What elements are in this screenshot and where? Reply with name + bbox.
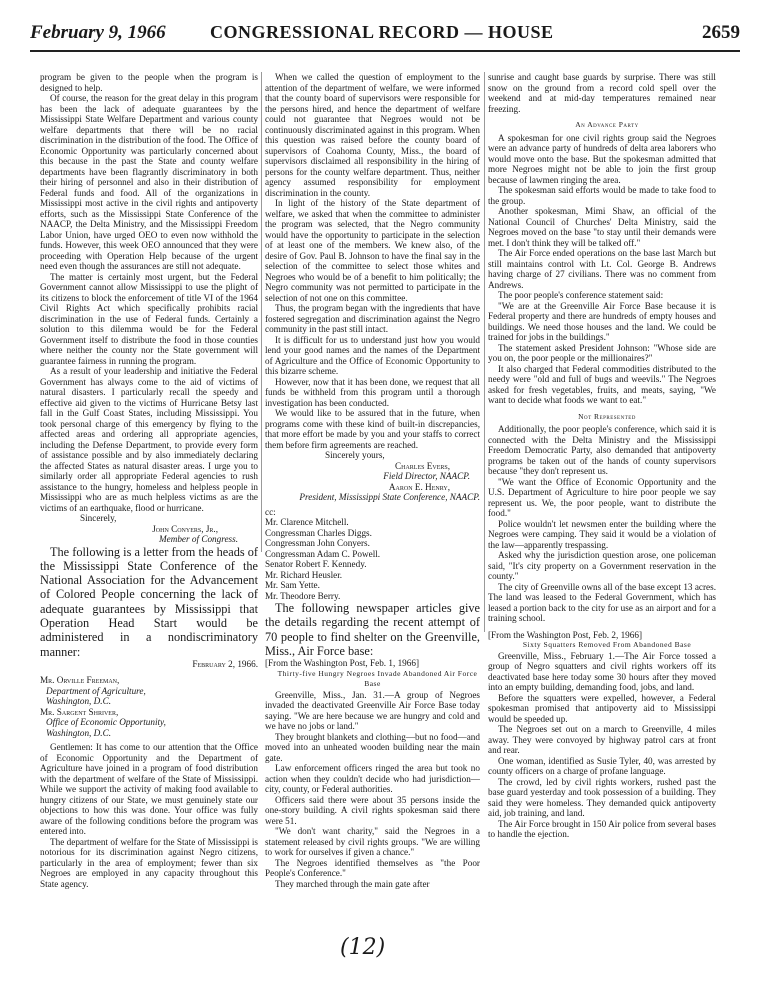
intro-paragraph: The following newspaper articles give the details regarding the recent attempt of 70 people to find shelter on the Greenville, Miss., Air Force base: — [265, 601, 480, 658]
paragraph: program be given to the people when the program is designed to help. — [40, 72, 258, 93]
paragraph: The Air Force ended operations on the base last March but still maintains control with Lt. Col. George B. Andrews having charge of 27 civilians. There was no comment from Andrews. — [488, 248, 716, 290]
paragraph: The crowd, led by civil rights workers, rushed past the base guard yesterday and took possession of a building. They said they were homeless. They demanded quick antipoverty aid, job training, and land. — [488, 776, 716, 818]
paragraph: A spokesman for one civil rights group said the Negroes were an advance party of hundreds of delta area laborers who would move onto the base. But the spokesman admitted that more Negroes might not be able to join the first group because of lawmen ringing the area. — [488, 132, 716, 185]
article-headline: Sixty Squatters Removed From Abandoned Base — [522, 640, 692, 649]
paragraph: The Negroes set out on a march to Greenville, 4 miles away. They were convoyed by highway patrol cars at front and rear. — [488, 724, 716, 755]
paragraph: It also charged that Federal commodities distributed to the needy were "old and full of bugs and weevils." The Negroes asked for fresh vegetables, fruits, and meats, saying, "We want to decide what foods we want to eat." — [488, 363, 716, 405]
paragraph: Another spokesman, Mimi Shaw, an official of the National Council of Churches' Delta Ministry, said the Negroes moved on the base "to stay until their demands were met. I don't think they will be talked off." — [488, 206, 716, 248]
paragraph: As a result of your leadership and initiative the Federal Government has always come to the aid of victims of natural disasters. I particularly recall the speedy and effective aid given to the victims of Hurricane Betsy last fall in the Gulf Coast States, including Mississippi. You took personal charge of this emergency by flying to the affected areas and ordering all appropriate agencies, including the Defense Department, to provide every form of assistance possible and by also immediately declaring the affected States as natural disaster areas. I urge you to similarly order all appropriate Federal agencies to rush assistance to the hungry, homeless and helpless people in Mississippi who are as much helpless victims as are the victims of an earthquake, flood or hurricane. — [40, 366, 258, 513]
paragraph: Officers said there were about 35 persons inside the one-story building. A civil rights spokesman said there were 51. — [265, 794, 480, 826]
closing: Sincerely, — [80, 513, 117, 523]
paragraph: Additionally, the poor people's conference, which said it is connected with the Delta Ministry and the Mississippi Freedom Democratic Party, also demanded that antipoverty programs be taken out of the hands of county supervisors because "they don't represent us. — [488, 424, 716, 476]
paragraph: The poor people's conference statement said: — [498, 290, 664, 300]
article-source: [From the Washington Post, Feb. 2, 1966] — [488, 629, 643, 640]
paragraph: In light of the history of the State department of welfare, we asked that when the committee to administer the program was selected, that the Negro community would have the opportunity to participate in the selection of at least one of the members. We knew also, of the desire of Gov. Paul B. Johnson to have the final say in the selection of the committee to select those whites and Negroes who would be of a benefit to him politically; the Negro community was not permitted to participate in the selection of not one on this committee. — [265, 198, 480, 303]
signer-name: Aaron E. Henry, — [388, 481, 450, 492]
column-3 — [488, 72, 716, 840]
addressee: Mr. Sargent Shriver, — [40, 706, 119, 717]
paragraph: Thus, the program began with the ingredients that have fostered segregation and discrimination against the Negro community in the past still intact. — [265, 303, 480, 334]
signer-title: Member of Congress. — [158, 534, 238, 544]
paragraph: The spokesman said efforts would be made to take food to the group. — [488, 185, 716, 206]
paragraph: The statement asked President Johnson: "Whose side are you on, the poor people or the millionaires?" — [488, 342, 716, 363]
paragraph: The city of Greenville owns all of the base except 13 acres. The land was leased to the Federal Government, which has leased a portion back to the city for use as an airport and for a training school. — [488, 581, 716, 623]
paragraph: "We want the Office of Economic Opportunity and the U.S. Department of Agriculture to hire poor people we say represent us. We, the poor people, want to distribute the food." — [488, 476, 716, 518]
column-1 — [40, 72, 258, 889]
handwritten-page-number: (12) — [340, 935, 386, 960]
paragraph: The Negroes identified themselves as "the Poor People's Conference." — [265, 857, 480, 879]
paragraph: The Air Force brought in 150 Air police from several bases to handle the ejection. — [488, 818, 716, 839]
addressee-line: Office of Economic Opportunity, — [46, 717, 166, 728]
paragraph: Police wouldn't let newsmen enter the building where the Negroes were camping. They said it would be a violation of the law—apparently trespassing. — [488, 518, 716, 550]
header-date: February 9, 1966 — [30, 22, 166, 43]
paragraph: They marched through the main gate after — [275, 878, 430, 889]
paragraph: One woman, identified as Susie Tyler, 40, was arrested by county officers on a charge of profane language. — [488, 755, 716, 776]
paragraph: Before the squatters were expelled, however, a Federal spokesman promised that antipoverty aid to Mississippi would be speeded up. — [488, 692, 716, 724]
signer-name: John Conyers, Jr., — [152, 523, 218, 534]
cc-item: Congressman Adam C. Powell. — [265, 548, 381, 559]
cc-item: Congressman Charles Diggs. — [265, 527, 372, 538]
cc-item: Mr. Clarence Mitchell. — [265, 517, 349, 527]
cc-item: Congressman John Conyers. — [265, 538, 370, 548]
column-divider — [484, 72, 485, 632]
article-headline: Thirty-five Hungry Negroes Invade Abandoned Air Force Base — [277, 668, 478, 689]
paragraph: "We are at the Greenville Air Force Base because it is Federal property and there are hundreds of empty houses and buildings. We need those houses and the land. We could be trained for jobs in the buildings." — [488, 300, 716, 342]
addressee: Mr. Orville Freeman, — [40, 675, 120, 686]
paragraph: When we called the question of employment to the attention of the department of welfare, we were informed that the county board of supervisors were responsible for the persons hired, and hence the department of welfare could not guarantee that Negroes would not be continuously discriminated against in this program. When this question was raised before the county board of supervisors of Coahoma County, Miss., the board of supervisors disclaimed all responsibility in the hiring of persons for the county welfare department. Thus, neither agency assumed responsibility for employment discrimination in the county. — [265, 72, 480, 198]
paragraph: sunrise and caught base guards by surprise. There was still snow on the ground from a record cold spell over the weekend and at mid-day temperatures remained near freezing. — [488, 72, 716, 114]
paragraph: The matter is certainly most urgent, but the Federal Government cannot allow Mississippi to use the plight of its citizens to block the enforcement of title VI of the 1964 Civil Rights Act which specifically prohibits racial discrimination in the use of Federal funds. Certainly a solution to this dilemma would be for the Federal Government itself to distribute the food in those counties where neither the county nor the State government will guarantee fairness in running the program. — [40, 271, 258, 366]
signer-title: Field Director, NAACP. — [383, 471, 470, 481]
header-title: CONGRESSIONAL RECORD — HOUSE — [210, 22, 554, 42]
paragraph: The department of welfare for the State of Mississippi is notorious for its discrimination against Negro citizens, particularly in the area of employment; fewer than six Negroes are employed in any capacity throughout this State agency. — [40, 836, 258, 889]
paragraph: "We don't want charity," said the Negroes in a statement released by civil rights groups. "We are willing to work for ourselves if given a chance." — [265, 826, 480, 858]
section-heading: Not Represented — [578, 411, 636, 421]
paragraph: Asked why the jurisdiction question arose, one policeman said, "It's city property on a Government reservation in the county." — [488, 550, 716, 581]
closing: Sincerely yours, — [325, 450, 385, 460]
column-2 — [265, 72, 480, 889]
header-page-number: 2659 — [702, 22, 740, 43]
paragraph: Greenville, Miss., Jan. 31.—A group of Negroes invaded the deactivated Greenville Air Force Base today saying. "We are here because we are hungry and cold and we have no jobs or land." — [265, 689, 480, 732]
cc-label: cc: — [265, 506, 276, 517]
paragraph: Of course, the reason for the great delay in this program has been the lack of adequate guarantees by the Mississippi State Welfare Department and various county welfare departments that there will be no racial discrimination in the distribution of the food. The Office of Economic Opportunity was particularly concerned about this because in the past the State and county welfare departments have been flagrantly discriminatory in both their hiring of personnel and also in their distribution of Federal funds and food. All of the organizations in Mississippi most active in the civil rights and antipoverty efforts, such as the Mississippi State Conference of the NAACP, the Delta Ministry, and the Mississippi Freedom Labor Union, have urged OEO to even now withhold the funds. However, this week OEO announced that they were proceeding with Operation Help because of the urgent need even though the assurances are still not adequate. — [40, 93, 258, 271]
paragraph: We would like to be assured that in the future, when programs come with these kind of built-in discrepancies, that more effort be made by you and your staffs to correct them before firm agreements are reached. — [265, 408, 480, 450]
column-divider — [261, 72, 262, 552]
intro-paragraph: The following is a letter from the heads of the Mississippi State Conference of the National Association for the Advancement of Colored People concerning the lack of adequate guarantees by Mississippi that Operation Head Start would be administered in a nondiscriminatory manner: — [40, 544, 258, 659]
letter-date: February 2, 1966. — [192, 658, 258, 669]
cc-item: Mr. Richard Heusler. — [265, 569, 343, 580]
paragraph: Law enforcement officers ringed the area but took no action when they couldn't decide who had jurisdiction—city, county, or Federal authorities. — [265, 763, 480, 795]
signer-name: Charles Evers, — [394, 460, 450, 471]
signer-title: President, Mississippi State Conference, NAACP. — [299, 492, 480, 502]
page-header — [30, 22, 740, 52]
cc-item: Mr. Theodore Berry. — [265, 590, 341, 601]
addressee-line: Department of Agriculture, — [46, 685, 146, 696]
cc-item: Senator Robert F. Kennedy. — [265, 559, 367, 569]
addressee-line: Washington, D.C. — [46, 727, 112, 738]
paragraph: However, now that it has been done, we request that all funds be withheld from this program until a thorough investigation has been conducted. — [265, 376, 480, 408]
paragraph: They brought blankets and clothing—but no food—and moved into an unheated wooden building near the main gate. — [265, 731, 480, 763]
paragraph: It is difficult for us to understand just how you would lend your good names and the names of the Department of Agriculture and the Office of Economic Opportunity to this bizarre scheme. — [265, 334, 480, 376]
paragraph: Greenville, Miss., February 1.—The Air Force tossed a group of Negro squatters and civil rights workers off its deactivated base here today some 30 hours after they moved into an empty building, demanding food, jobs, and land. — [488, 650, 716, 692]
article-source: [From the Washington Post, Feb. 1, 1966] — [265, 658, 420, 669]
paragraph: Gentlemen: It has come to our attention that the Office of Economic Opportunity and the Department of Agriculture have joined in a program of food distribution with the department of welfare of the State of Mississippi. While we support the activity of making food available to hungry citizens of our State, we must genuinely state our objections to how this was done. Your office was fully aware of the following conditions before the program was entered into. — [40, 742, 258, 837]
addressee-line: Washington, D.C. — [46, 696, 112, 707]
cc-item: Mr. Sam Yette. — [265, 580, 320, 590]
section-heading: An Advance Party — [575, 120, 639, 129]
